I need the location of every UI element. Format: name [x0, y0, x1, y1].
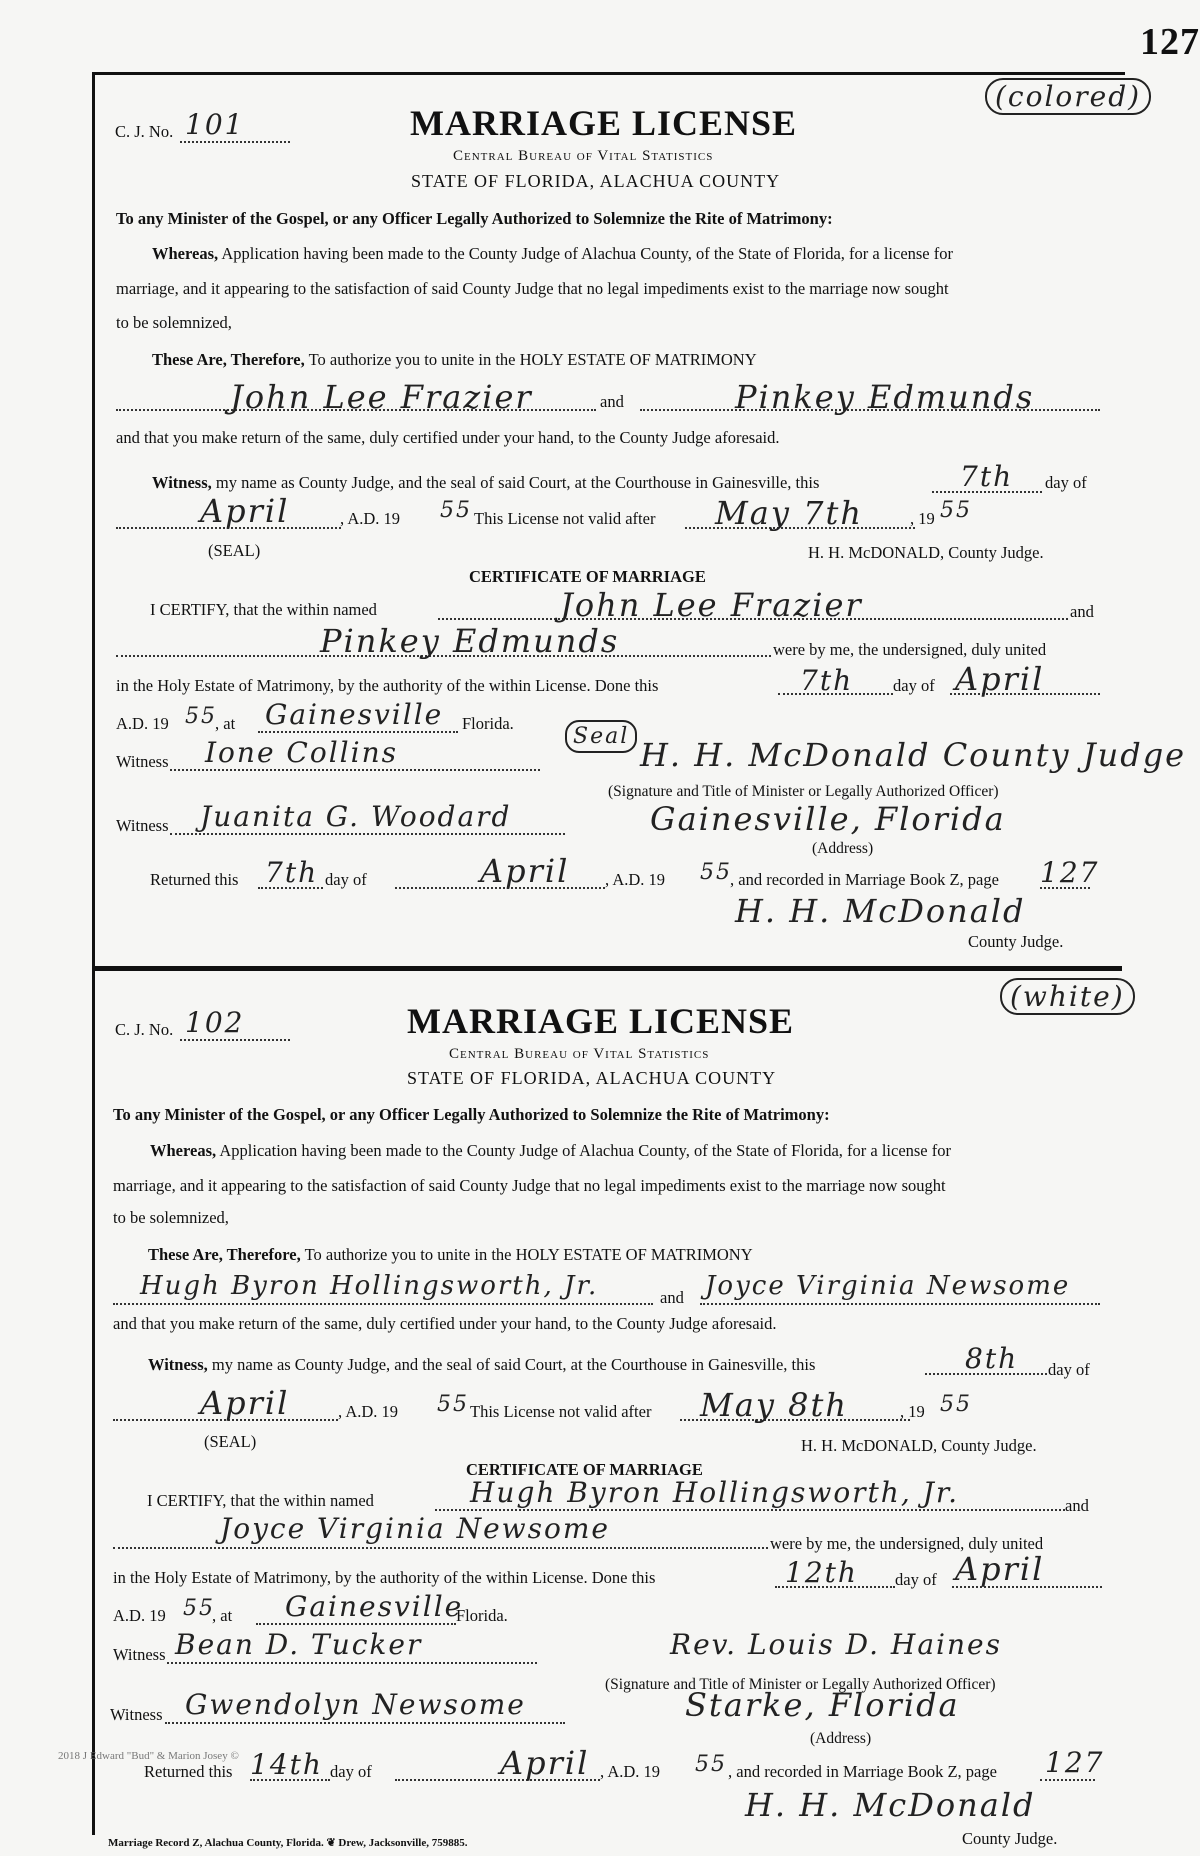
race-note: (white) — [1000, 978, 1135, 1015]
done-day-of: day of — [895, 1570, 937, 1589]
cj-number-label: C. J. No. — [115, 122, 174, 141]
not-valid-text: This License not valid after — [474, 509, 656, 528]
return-line: and that you make return of the same, duly certified under your hand, to the County Judge aforesaid. — [116, 428, 780, 447]
ad-year-text: , A.D. 19 — [338, 1402, 399, 1421]
issue-day: 7th — [960, 460, 1014, 493]
seal-label: (SEAL) — [208, 541, 261, 560]
cert-groom-name: Hugh Byron Hollingsworth, Jr. — [470, 1476, 960, 1509]
witness-1-name: Bean D. Tucker — [175, 1628, 423, 1661]
at-text: , at — [212, 1606, 233, 1625]
valid-year: 55 — [940, 498, 972, 523]
returned-day: 14th — [250, 1748, 323, 1781]
bride-name: Pinkey Edmunds — [735, 378, 1035, 416]
county-judge-caption: County Judge. — [962, 1829, 1058, 1848]
cert-bride-name: Joyce Virginia Newsome — [220, 1512, 610, 1545]
certify-text: I CERTIFY, that the within named — [147, 1491, 374, 1510]
cj-number: 101 — [185, 108, 245, 141]
day-of-text: day of — [1048, 1360, 1090, 1379]
united-text: were by me, the undersigned, duly united — [773, 640, 1047, 659]
and-text: and — [600, 392, 624, 411]
officer-address: Gainesville, Florida — [650, 800, 1006, 838]
certificate-title: CERTIFICATE OF MARRIAGE — [469, 567, 706, 586]
address-caption: (Address) — [812, 840, 874, 857]
valid-until: May 8th — [700, 1386, 848, 1424]
page-number: 127 — [1140, 21, 1200, 63]
valid-year-prefix: , 19 — [900, 1402, 925, 1421]
cert-groom-name: John Lee Frazier — [560, 586, 863, 624]
witness-line: Witness, my name as County Judge, and the seal of said Court, at the Courthouse in Gainesville, this — [148, 1355, 816, 1374]
done-month: April — [955, 1550, 1045, 1588]
whereas-line-2: marriage, and it appearing to the satisfaction of said County Judge that no legal impediments exist to the marriage now sought — [116, 279, 949, 298]
issue-year: 55 — [440, 498, 472, 523]
bureau-name: Central Bureau of Vital Statistics — [453, 148, 714, 164]
ad-text-2: A.D. 19 — [116, 714, 169, 733]
valid-year: 55 — [940, 1392, 972, 1417]
witness-label-2: Witness — [116, 816, 169, 835]
cj-number: 102 — [185, 1006, 245, 1039]
county-judge-print: H. H. McDONALD, County Judge. — [801, 1436, 1037, 1455]
whereas-line-3: to be solemnized, — [116, 313, 232, 332]
recorded-tail: , and recorded in Marriage Book Z, page — [728, 1762, 997, 1781]
done-day-of: day of — [893, 676, 935, 695]
footer-note: Marriage Record Z, Alachua County, Florida. ❦ Drew, Jacksonville, 759885. — [108, 1837, 468, 1849]
judge-signature: H. H. McDonald — [745, 1786, 1036, 1824]
returned-month: April — [480, 852, 570, 890]
returned-month: April — [500, 1744, 590, 1782]
valid-year-prefix: , 19 — [910, 509, 935, 528]
done-day: 7th — [800, 664, 854, 697]
issue-month: April — [200, 492, 290, 530]
returned-day: 7th — [265, 856, 319, 889]
witness-2-name: Gwendolyn Newsome — [185, 1688, 526, 1721]
return-line: and that you make return of the same, duly certified under your hand, to the County Judge aforesaid. — [113, 1314, 777, 1333]
returned-day-of: day of — [325, 870, 367, 889]
florida-text: Florida. — [456, 1606, 508, 1625]
groom-name: Hugh Byron Hollingsworth, Jr. — [140, 1271, 599, 1301]
done-day: 12th — [785, 1556, 858, 1589]
returned-day-of: day of — [330, 1762, 372, 1781]
officer-caption: (Signature and Title of Minister or Legally Authorized Officer) — [608, 783, 999, 800]
bureau-name: Central Bureau of Vital Statistics — [449, 1046, 710, 1062]
at-text: , at — [215, 714, 236, 733]
address-caption: (Address) — [810, 1730, 872, 1747]
united-text: were by me, the undersigned, duly united — [770, 1534, 1044, 1553]
witness-1-name: Ione Collins — [205, 736, 398, 769]
whereas-line-2: marriage, and it appearing to the satisfaction of said County Judge that no legal impediments exist to the marriage now sought — [113, 1176, 946, 1195]
salutation: To any Minister of the Gospel, or any Officer Legally Authorized to Solemnize the Rite of Matrimony: — [113, 1105, 830, 1124]
witness-line: Witness, my name as County Judge, and the seal of said Court, at the Courthouse in Gainesville, this — [152, 473, 820, 492]
cert-and-text: and — [1070, 602, 1094, 621]
done-month: April — [955, 660, 1045, 698]
witness-label-2: Witness — [110, 1705, 163, 1724]
license-title: MARRIAGE LICENSE — [407, 1001, 795, 1041]
day-of-text: day of — [1045, 473, 1087, 492]
marriage-place: Gainesville — [265, 698, 444, 731]
issue-month: April — [200, 1384, 290, 1422]
witness-label-1: Witness — [116, 752, 169, 771]
not-valid-text: This License not valid after — [470, 1402, 652, 1421]
ad-text-2: A.D. 19 — [113, 1606, 166, 1625]
bride-name: Joyce Virginia Newsome — [705, 1271, 1071, 1301]
recorded-ad-text: , A.D. 19 — [600, 1762, 661, 1781]
state-county: STATE OF FLORIDA, ALACHUA COUNTY — [407, 1068, 777, 1088]
judge-signature: H. H. McDonald — [735, 892, 1026, 930]
section-divider — [92, 966, 1122, 971]
license-title: MARRIAGE LICENSE — [410, 103, 798, 143]
returned-year: 55 — [695, 1752, 727, 1777]
seal-label: (SEAL) — [204, 1432, 257, 1451]
race-note: (colored) — [985, 78, 1151, 115]
groom-name: John Lee Frazier — [230, 378, 533, 416]
returned-text: Returned this — [150, 870, 239, 889]
valid-until: May 7th — [715, 494, 863, 532]
officer-signature: Rev. Louis D. Haines — [670, 1628, 1002, 1661]
issue-day: 8th — [965, 1342, 1019, 1375]
returned-year: 55 — [700, 860, 732, 885]
certificate-title: CERTIFICATE OF MARRIAGE — [466, 1460, 703, 1479]
cert-and-text: and — [1065, 1496, 1089, 1515]
copyright-notice: 2018 J Edward "Bud" & Marion Josey © — [58, 1750, 239, 1762]
whereas-line-3: to be solemnized, — [113, 1208, 229, 1227]
and-text: and — [660, 1288, 684, 1307]
florida-text: Florida. — [462, 714, 514, 733]
these-are-line: These Are, Therefore, To authorize you to unite in the HOLY ESTATE OF MATRIMONY — [148, 1245, 753, 1264]
county-judge-caption: County Judge. — [968, 932, 1064, 951]
county-judge-print: H. H. McDONALD, County Judge. — [808, 543, 1044, 562]
recorded-ad-text: , A.D. 19 — [605, 870, 666, 889]
holy-estate-text: in the Holy Estate of Matrimony, by the authority of the within License. Done this — [113, 1568, 656, 1587]
state-county: STATE OF FLORIDA, ALACHUA COUNTY — [411, 171, 781, 191]
book-page: 127 — [1040, 856, 1100, 889]
whereas-line-1: Whereas, Application having been made to the County Judge of Alachua County, of the State of Florida, for a license for — [150, 1141, 951, 1160]
holy-estate-text: in the Holy Estate of Matrimony, by the authority of the within License. Done this — [116, 676, 659, 695]
witness-label-1: Witness — [113, 1645, 166, 1664]
officer-address: Starke, Florida — [685, 1686, 960, 1724]
done-year: 55 — [185, 704, 217, 729]
officer-signature: H. H. McDonald County Judge — [640, 736, 1187, 774]
seal-stamp: Seal — [565, 720, 637, 753]
these-are-line: These Are, Therefore, To authorize you to unite in the HOLY ESTATE OF MATRIMONY — [152, 350, 757, 369]
whereas-line-1: Whereas, Application having been made to the County Judge of Alachua County, of the State of Florida, for a license for — [152, 244, 953, 263]
done-year: 55 — [183, 1596, 215, 1621]
witness-2-name: Juanita G. Woodard — [200, 800, 512, 833]
certify-text: I CERTIFY, that the within named — [150, 600, 377, 619]
marriage-place: Gainesville — [285, 1590, 464, 1623]
recorded-tail: , and recorded in Marriage Book Z, page — [730, 870, 999, 889]
book-page: 127 — [1045, 1746, 1105, 1779]
ad-year-text: , A.D. 19 — [340, 509, 401, 528]
cert-bride-name: Pinkey Edmunds — [320, 622, 620, 660]
cj-number-label: C. J. No. — [115, 1020, 174, 1039]
returned-text: Returned this — [144, 1762, 233, 1781]
issue-year: 55 — [437, 1392, 469, 1417]
officer-caption: (Signature and Title of Minister or Legally Authorized Officer) — [605, 1676, 996, 1693]
salutation: To any Minister of the Gospel, or any Officer Legally Authorized to Solemnize the Rite of Matrimony: — [116, 209, 833, 228]
